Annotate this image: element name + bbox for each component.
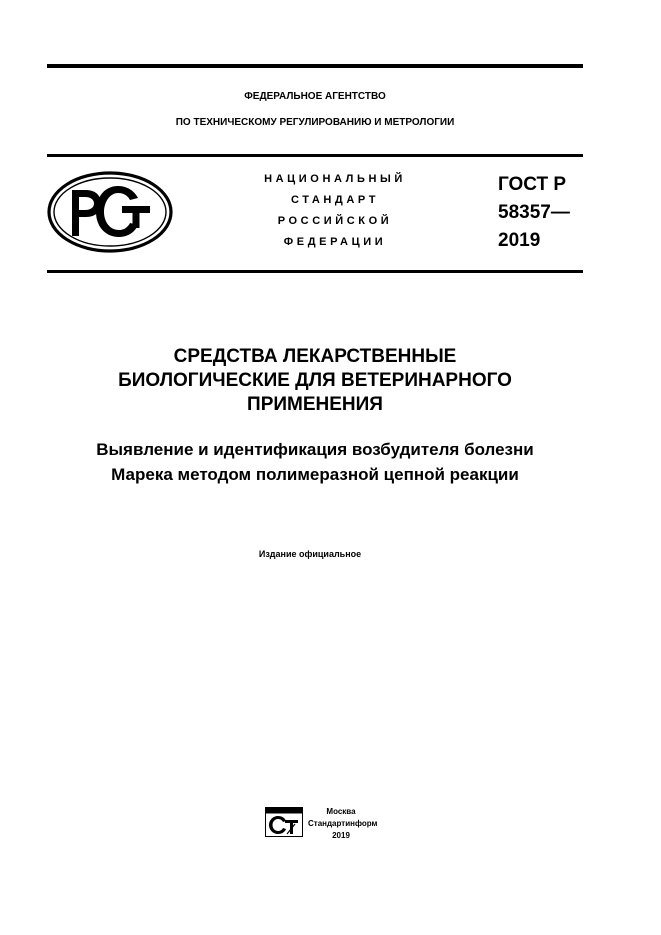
standard-type-line-1: НАЦИОНАЛЬНЫЙ — [264, 173, 406, 185]
header-rule — [47, 154, 583, 157]
title-line-2: БИОЛОГИЧЕСКИЕ ДЛЯ ВЕТЕРИНАРНОГО — [118, 370, 512, 391]
imprint-city: Москва — [326, 807, 356, 816]
subtitle-line-1: Выявление и идентификация возбудителя болезни — [96, 440, 534, 459]
title-line-3: ПРИМЕНЕНИЯ — [247, 394, 383, 415]
imprint — [308, 806, 378, 842]
subtitle-line-2: Марека методом полимеразной цепной реакции — [111, 465, 519, 484]
standard-type — [225, 169, 445, 253]
imprint-publisher: Стандартинформ — [308, 819, 378, 828]
designation-line-3: 2019 — [498, 230, 541, 251]
designation-line-2: 58357— — [498, 202, 570, 223]
standard-designation — [498, 171, 570, 255]
imprint-year: 2019 — [332, 831, 350, 840]
rst-certification-mark-icon — [46, 170, 174, 259]
standard-type-line-2: СТАНДАРТ — [290, 194, 380, 206]
edition-note: Издание официальное — [258, 549, 362, 559]
header-bottom-rule — [47, 270, 583, 273]
designation-line-1: ГОСТ Р — [498, 174, 567, 195]
standard-type-line-4: ФЕДЕРАЦИИ — [283, 236, 387, 248]
document-subtitle — [30, 437, 600, 487]
top-rule — [47, 64, 583, 68]
standard-type-line-3: РОССИЙСКОЙ — [277, 215, 393, 227]
title-line-1: СРЕДСТВА ЛЕКАРСТВЕННЫЕ — [173, 346, 457, 367]
document-title — [30, 345, 600, 417]
agency-line-1: ФЕДЕРАЛЬНОЕ АГЕНТСТВО — [244, 91, 386, 102]
standartinform-logo-icon — [265, 807, 303, 842]
agency-line-2: ПО ТЕХНИЧЕСКОМУ РЕГУЛИРОВАНИЮ И МЕТРОЛОГИИ — [175, 117, 455, 128]
